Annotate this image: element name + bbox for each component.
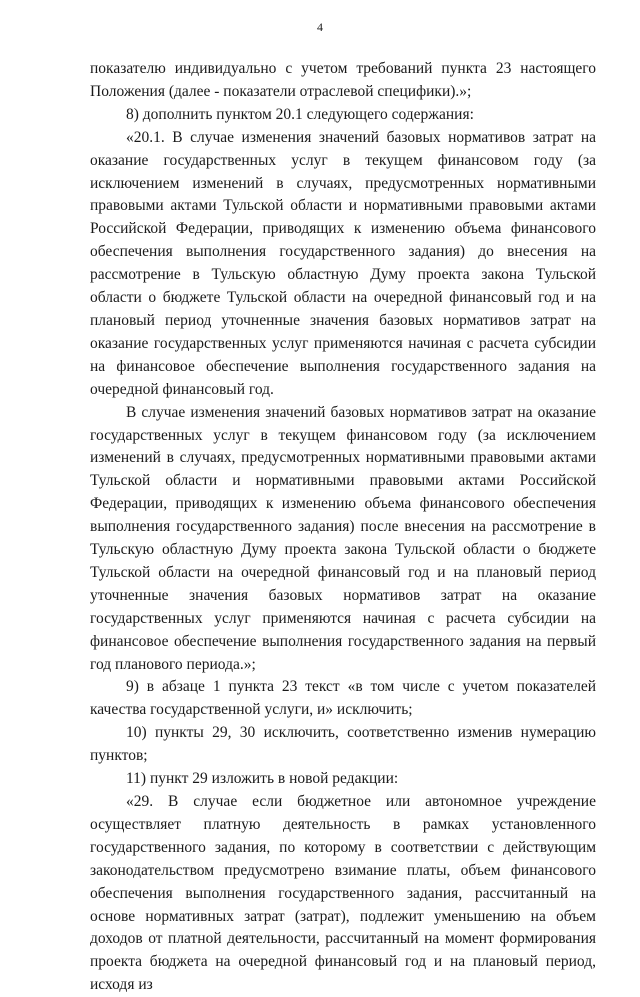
paragraph: 10) пункты 29, 30 исключить, соответственно изменив нумерацию пунктов;	[90, 724, 596, 765]
paragraph: 11) пункт 29 изложить в новой редакции:	[126, 770, 399, 788]
paragraph: «20.1. В случае изменения значений базовых нормативов затрат на оказание государственных услуг в текущем финансовом году (за исключением изменений в случаях, предусмотренных нормативными правовыми актами Тульской области и нормативными правовыми актами Российской Федерации, приводящих к изменению объема финансового обеспечения выполнения государственного задания) до внесения на рассмотрение в Тульскую областную Думу проекта закона Тульской области о бюджете Тульской области на очередной финансовый год и на плановый период уточненные значения базовых нормативов затрат на оказание государственных услуг применяются начиная с расчета субсидии на финансовое обеспечение выполнения государственного задания на очередной финансовый год.	[90, 128, 596, 398]
paragraph: 8) дополнить пунктом 20.1 следующего содержания:	[126, 105, 474, 123]
paragraph: показателю индивидуально с учетом требований пункта 23 настоящего Положения (далее - показатели отраслевой специфики).»;	[90, 60, 596, 100]
document-body	[90, 58, 596, 997]
page-number: 4	[317, 20, 323, 34]
paragraph: В случае изменения значений базовых нормативов затрат на оказание государственных услуг в текущем финансовом году (за исключением изменений в случаях, предусмотренных нормативными правовыми актами Тульской области и нормативными правовыми актами Российской Федерации, приводящих к изменению объема финансового обеспечения выполнения государственного задания) после внесения на рассмотрение в Тульскую областную Думу проекта закона Тульской области о бюджете Тульской области на очередной финансовый год и на плановый период уточненные значения базовых нормативов затрат на оказание государственных услуг применяются начиная с расчета субсидии на финансовое обеспечение выполнения государственного задания на первый год планового периода.»;	[90, 403, 596, 673]
paragraph: «29. В случае если бюджетное или автономное учреждение осуществляет платную деятельность в рамках установленного государственного задания, по которому в соответствии с действующим законодательством предусмотрено взимание платы, объем финансового обеспечения выполнения государственного задания, рассчитанный на основе нормативных затрат (затрат), подлежит уменьшению на объем доходов от платной деятельности, рассчитанный на момент формирования проекта бюджета на очередной финансовый год и на плановый период, исходя из	[90, 793, 596, 994]
paragraph: 9) в абзаце 1 пункта 23 текст «в том числе с учетом показателей качества государственной услуги, и» исключить;	[90, 678, 596, 719]
